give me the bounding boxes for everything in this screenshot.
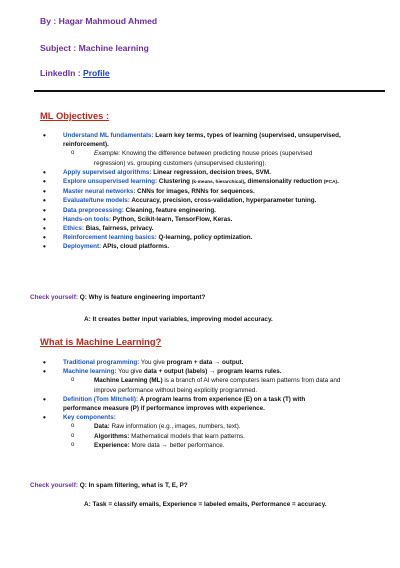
check-yourself-1: Check yourself: Q: Why is feature engineering important? [30,294,206,301]
list-item: • Apply supervised algorithms: Linear regression, decision trees, SVM. [40,168,370,177]
list-item: • Hands-on tools: Python, Scikit-learn, TensorFlow, Keras. [40,215,370,224]
list-subitem: o Example: Knowing the difference between predicting house prices (supervised regression) vs. grouping customers (unsupervised clustering). [40,149,370,167]
list-item: • Master neural networks: CNNs for images, RNNs for sequences. [40,187,370,196]
header-divider [34,90,385,92]
what-is-ml-list [40,358,370,450]
what-is-ml-heading: What is Machine Learning? [40,336,162,347]
list-item: • Explore unsupervised learning: Clustering (k-means, hierarchical), dimensionality reduction (PCA). [40,177,370,187]
list-item: • Understand ML fundamentals: Learn key terms, types of learning (supervised, unsupervised, reinforcement). [40,131,370,149]
list-subitem: o Data: Raw information (e.g., images, numbers, text). [40,422,370,431]
linkedin-line [40,68,110,78]
list-item: • Data preprocessing: Cleaning, feature engineering. [40,206,370,215]
subject-line: Subject : Machine learning [40,43,149,53]
ml-objectives-heading: ML Objectives : [40,110,110,121]
check-yourself-2: Check yourself: Q: In spam filtering, what is T, E, P? [30,482,188,489]
linkedin-label: LinkedIn : [40,68,83,78]
list-subitem: o Experience: More data → better performance. [40,441,370,450]
list-item: • Ethics: Bias, fairness, privacy. [40,224,370,233]
list-item: • Definition (Tom Mitchell): A program learns from experience (E) on a task (T) with performance measure (P) if performance improves with experience. [40,395,370,413]
profile-link[interactable]: Profile [82,68,110,78]
answer-2: A: Task = classify emails, Experience = labeled emails, Performance = accuracy. [84,501,327,508]
objectives-list [40,131,370,252]
list-item: • Key components: [40,413,370,422]
answer-1: A: It creates better input variables, improving model accuracy. [84,316,273,323]
list-subitem: o Algorithms: Mathematical models that learn patterns. [40,432,370,441]
list-item: • Reinforcement learning basics: Q-learning, policy optimization. [40,233,370,242]
list-item: • Machine learning: You give data + output (labels) → program learns rules. [40,367,370,376]
list-item: • Deployment: APIs, cloud platforms. [40,242,370,251]
author-line: By : Hagar Mahmoud Ahmed [40,16,158,26]
list-item: • Evaluate/tune models: Accuracy, precision, cross-validation, hyperparameter tuning. [40,196,370,205]
list-item: • Traditional programming: You give program + data → output. [40,358,370,367]
list-subitem: o Machine Learning (ML) is a branch of AI where computers learn patterns from data and improve performance without being explicitly programmed. [40,376,370,394]
